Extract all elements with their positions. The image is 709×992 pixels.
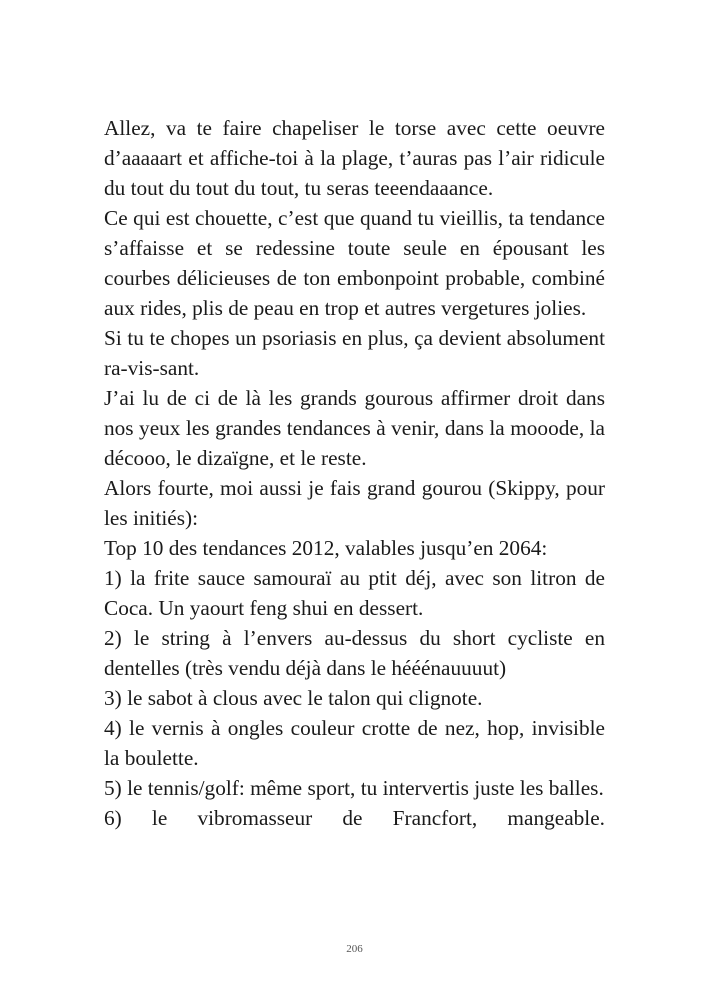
paragraph: Alors fourte, moi aussi je fais grand gourou (Skippy, pour les initiés): bbox=[104, 476, 605, 530]
list-item: 4) le vernis à ongles couleur crotte de nez, hop, invisible la boulette. bbox=[104, 716, 605, 770]
paragraph: Si tu te chopes un psoriasis en plus, ça devient absolument ra-vis-sant. bbox=[104, 326, 605, 380]
body-text bbox=[104, 113, 605, 833]
list-item: 5) le tennis/golf: même sport, tu intervertis juste les balles. bbox=[104, 776, 604, 800]
list-item: 2) le string à l’envers au-dessus du short cycliste en dentelles (très vendu déjà dans le hééénauuuut) bbox=[104, 626, 605, 680]
paragraph: Top 10 des tendances 2012, valables jusqu’en 2064: bbox=[104, 536, 548, 560]
list-item: 6) le vibromasseur de Francfort, mangeable. bbox=[104, 806, 605, 830]
paragraph: J’ai lu de ci de là les grands gourous affirmer droit dans nos yeux les grandes tendances à venir, dans la mooode, la décooo, le dizaïgne, et le reste. bbox=[104, 386, 605, 470]
page-number: 206 bbox=[346, 943, 363, 955]
list-item: 1) la frite sauce samouraï au ptit déj, avec son litron de Coca. Un yaourt feng shui en dessert. bbox=[104, 566, 605, 620]
paragraph: Allez, va te faire chapeliser le torse avec cette oeuvre d’aaaaart et affiche-toi à la plage, t’auras pas l’air ridicule du tout du tout du tout, tu seras teeendaaance. bbox=[104, 116, 605, 200]
paragraph: Ce qui est chouette, c’est que quand tu vieillis, ta tendance s’affaisse et se redessine toute seule en épousant les courbes délicieuses de ton embonpoint probable, combiné aux rides, plis de peau en trop et autres vergetures jolies. bbox=[104, 206, 605, 320]
list-item: 3) le sabot à clous avec le talon qui clignote. bbox=[104, 686, 483, 710]
